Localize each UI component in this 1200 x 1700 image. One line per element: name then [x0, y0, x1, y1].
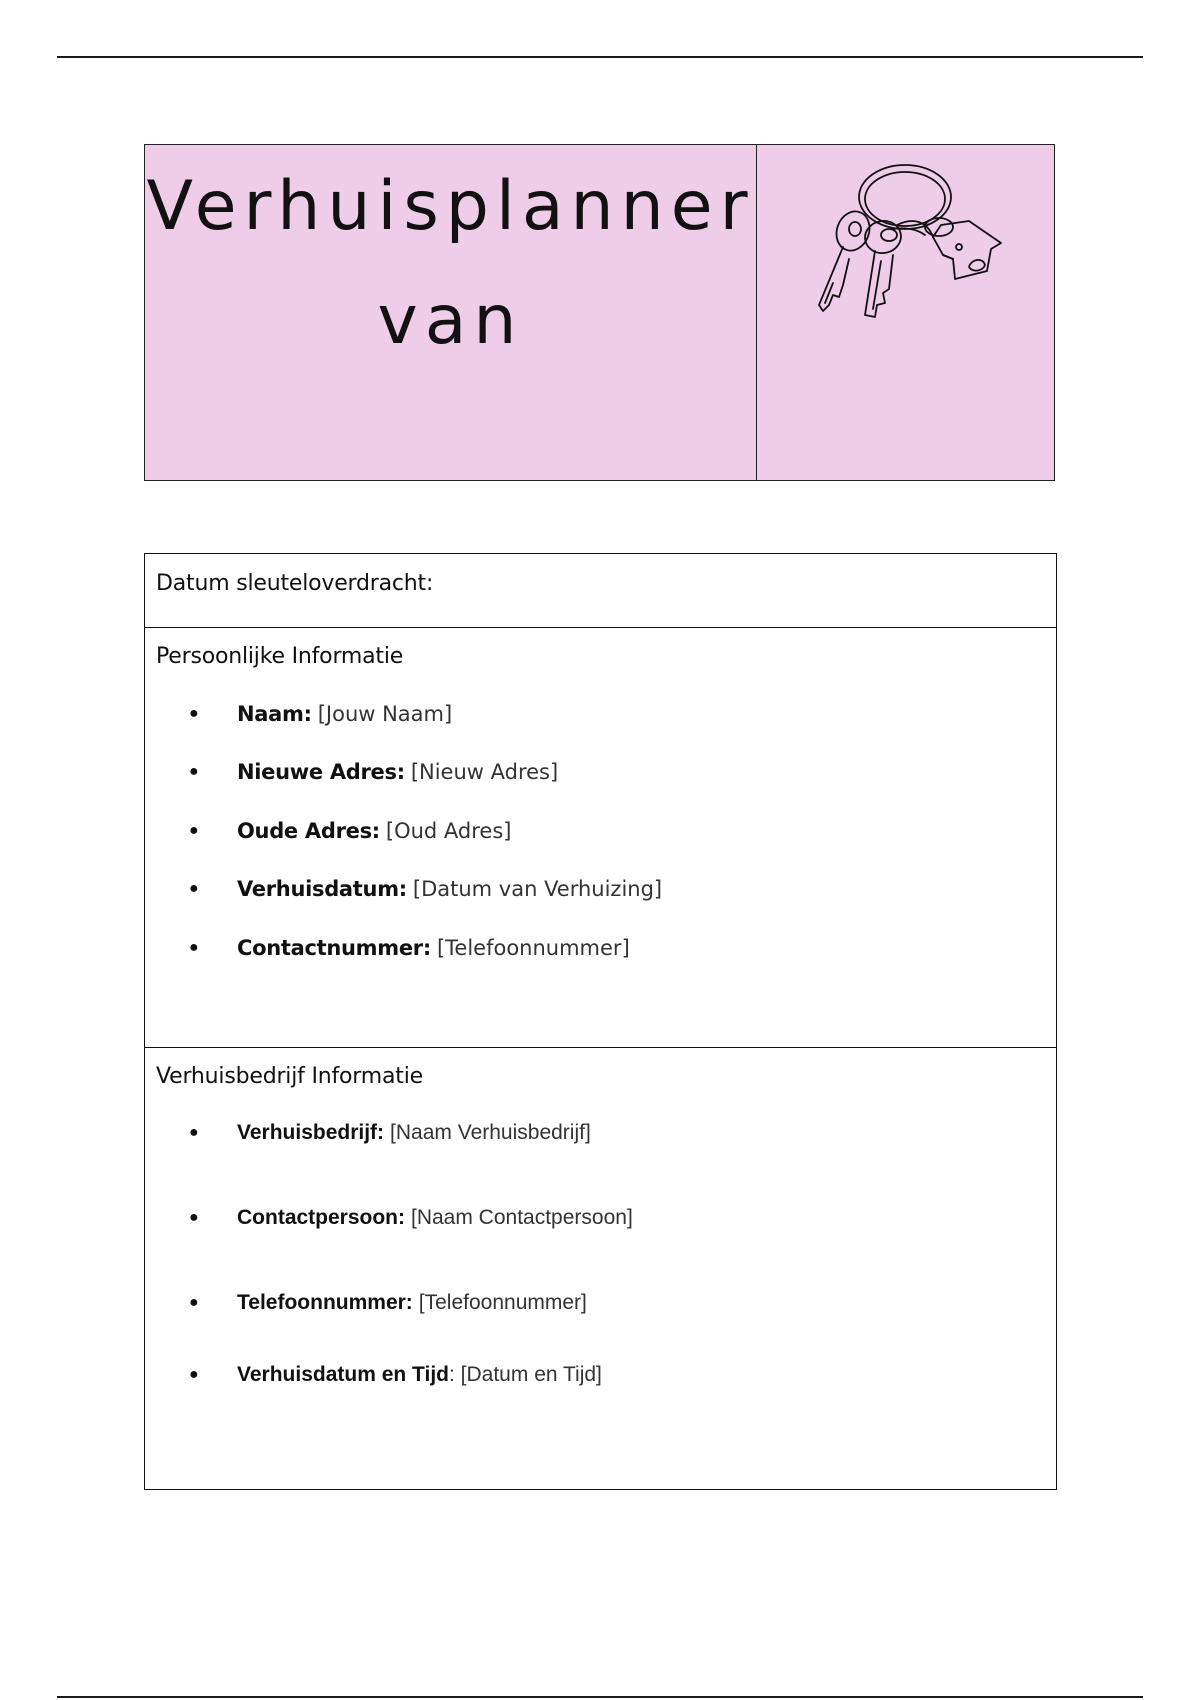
- list-item: [189, 1288, 587, 1318]
- top-rule: [57, 56, 1143, 58]
- item-label: Verhuisbedrijf:: [237, 1121, 385, 1144]
- mover-info-heading: Verhuisbedrijf Informatie: [156, 1064, 423, 1089]
- item-value: [Jouw Naam]: [317, 702, 453, 726]
- date-label: Datum sleuteloverdracht:: [156, 571, 434, 596]
- item-label: Contactnummer:: [237, 936, 431, 960]
- bullet-icon: ●: [189, 1124, 199, 1141]
- bottom-rule: [57, 1696, 1143, 1698]
- list-item: [189, 816, 511, 846]
- list-item: [189, 1203, 633, 1233]
- bullet-icon: ●: [189, 880, 199, 897]
- bullet-icon: ●: [189, 822, 199, 839]
- list-item: [189, 757, 558, 787]
- illustration-cell: [757, 145, 1054, 480]
- bullet-icon: ●: [189, 763, 199, 780]
- item-value: [Telefoonnummer]: [436, 936, 630, 960]
- list-item: [189, 699, 452, 729]
- item-label: Verhuisdatum en Tijd: [237, 1363, 449, 1386]
- bullet-icon: ●: [189, 939, 199, 956]
- item-value: : [Datum en Tijd]: [449, 1363, 602, 1386]
- item-value: [Naam Contactpersoon]: [411, 1206, 633, 1229]
- keys-icon: [793, 155, 1023, 325]
- item-value: [Nieuw Adres]: [410, 760, 559, 784]
- bullet-icon: ●: [189, 1294, 199, 1311]
- mover-info-cell: [145, 1048, 1056, 1488]
- info-table: [144, 553, 1057, 1490]
- item-label: Verhuisdatum:: [237, 877, 407, 901]
- list-item: [189, 874, 662, 904]
- item-label: Telefoonnummer:: [237, 1291, 413, 1314]
- item-value: [Oud Adres]: [385, 819, 512, 843]
- title-line-2: van: [377, 281, 524, 360]
- item-label: Oude Adres:: [237, 819, 380, 843]
- bullet-icon: ●: [189, 1366, 199, 1383]
- list-item: [189, 1118, 591, 1148]
- item-value: [Datum van Verhuizing]: [412, 877, 663, 901]
- item-label: Contactpersoon:: [237, 1206, 405, 1229]
- item-value: [Telefoonnummer]: [418, 1291, 587, 1314]
- date-cell: [145, 554, 1056, 628]
- item-label: Naam:: [237, 702, 312, 726]
- title-banner: [144, 144, 1055, 481]
- list-item: [189, 933, 630, 963]
- title-cell: [145, 145, 757, 480]
- personal-info-heading: Persoonlijke Informatie: [156, 644, 404, 669]
- title-line-1: Verhuisplanner: [146, 167, 755, 246]
- item-label: Nieuwe Adres:: [237, 760, 405, 784]
- bullet-icon: ●: [189, 705, 199, 722]
- list-item: [189, 1360, 602, 1390]
- personal-info-cell: [145, 628, 1056, 1048]
- item-value: [Naam Verhuisbedrijf]: [390, 1121, 591, 1144]
- bullet-icon: ●: [189, 1209, 199, 1226]
